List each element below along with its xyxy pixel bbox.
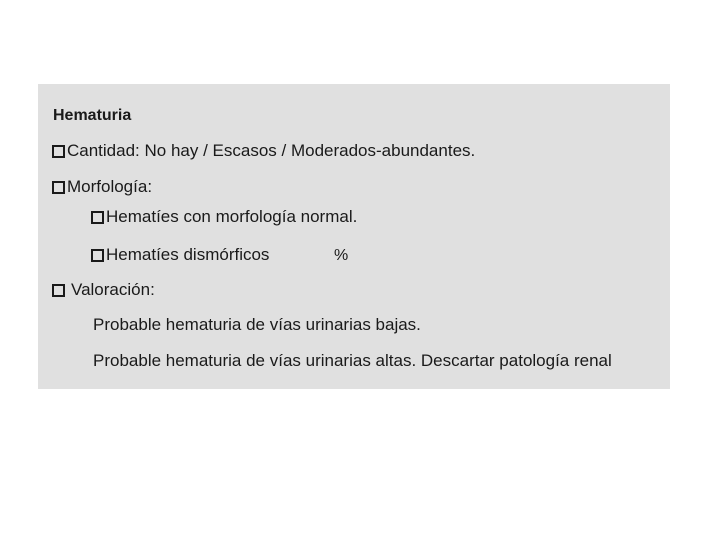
bullet-text: Hematíes dismórficos (106, 245, 270, 264)
bullet-text: Valoración: (71, 280, 155, 299)
bullet-text: Hematíes con morfología normal. (106, 207, 358, 226)
valoracion-altas: Probable hematuria de vías urinarias altas. Descartar patología renal (93, 351, 612, 370)
valoracion-bajas: Probable hematuria de vías urinarias bajas. (93, 315, 421, 334)
sub-bullet-dismorficos (91, 245, 269, 265)
checkbox-square-icon (52, 284, 65, 297)
checkbox-square-icon (52, 145, 65, 158)
bullet-text: Cantidad: No hay / Escasos / Moderados-abundantes. (67, 141, 476, 160)
bullet-morfologia (52, 177, 152, 197)
checkbox-square-icon (91, 211, 104, 224)
bullet-valoracion (52, 280, 155, 300)
checkbox-square-icon (52, 181, 65, 194)
bullet-text: Morfología: (67, 177, 153, 196)
sub-bullet-normal (91, 207, 357, 227)
bullet-cantidad (52, 141, 475, 161)
content-panel (38, 84, 670, 389)
percent-sign: % (334, 247, 349, 264)
checkbox-square-icon (91, 249, 104, 262)
slide-title: Hematuria (53, 107, 132, 124)
